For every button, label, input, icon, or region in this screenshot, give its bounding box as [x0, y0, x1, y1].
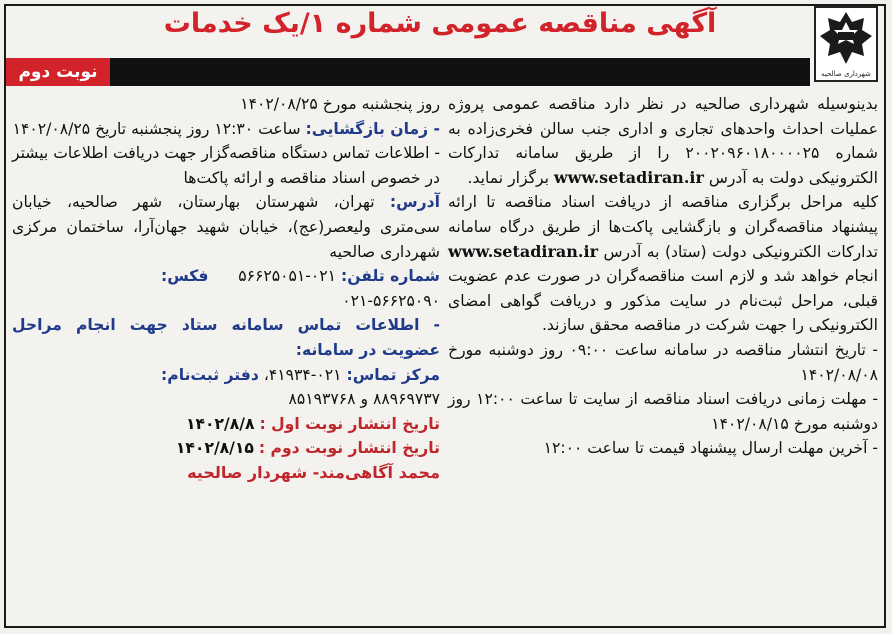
intro-paragraph — [448, 92, 878, 190]
opening-label: - زمان بازگشایی: — [305, 119, 440, 138]
fax-label: فکس: — [160, 267, 209, 286]
fax-number: ۰۲۱-۵۶۶۲۵۰۹۰ — [342, 291, 440, 310]
phone-number: ۰۲۱-۵۶۶۲۵۰۵۱ — [238, 267, 337, 286]
doc-deadline-item: - مهلت زمانی دریافت اسناد مناقصه از سایت تا ساعت ۱۲:۰۰ روز دوشنبه مورخ ۱۴۰۲/۰۸/۱۵ — [448, 390, 878, 433]
call-center-label: مرکز تماس: — [346, 365, 440, 384]
logo — [814, 6, 878, 82]
address-item — [12, 190, 440, 264]
left-column — [12, 92, 440, 486]
phone-label: شماره تلفن: — [341, 267, 440, 286]
phone-fax-line — [12, 264, 440, 289]
publish-date-item: - تاریخ انتشار مناقصه در سامانه ساعت ۰۹:۰۰ روز دوشنبه مورخ ۱۴۰۲/۰۸/۰۸ — [448, 340, 878, 384]
call-center-number: ۰۲۱-۴۱۹۳۴، — [263, 365, 342, 384]
first-pub-line — [12, 412, 440, 437]
bid-deadline-cont: روز پنجشنبه مورخ ۱۴۰۲/۰۸/۲۵ — [240, 95, 440, 113]
opening-item — [12, 117, 440, 142]
second-pub-line — [12, 436, 440, 461]
header-bar — [10, 58, 810, 86]
round-badge: نوبت دوم — [6, 58, 110, 86]
opening-text: ساعت ۱۲:۳۰ روز پنجشنبه تاریخ ۱۴۰۲/۰۸/۲۵ — [12, 119, 301, 138]
logo-caption: شهرداری صالحیه — [821, 70, 871, 78]
first-pub-label: تاریخ انتشار نوبت اول : — [259, 414, 440, 433]
page-title: آگهی مناقصه عمومی شماره ۱/یک خدمات — [163, 8, 717, 39]
signature: محمد آگاهی‌مند- شهردار صالحیه — [187, 462, 440, 482]
process-text-end: انجام خواهد شد و لازم است مناقصه‌گران در صورت عدم عضویت قبلی، مراحل ثبت‌نام در سایت مذکور و دریافت گواهی امضای الکترونیکی را جهت شرکت در مناقصه محقق سازند. — [448, 267, 878, 335]
call-center-line — [12, 363, 440, 388]
address-text: تهران، شهرستان بهارستان، شهر صالحیه، خیابان سی‌متری ولیعصر(عج)، خیابان شهید جهان‌آرا، ساختمان مرکزی شهرداری صالحیه — [12, 193, 440, 261]
registry-label: دفتر ثبت‌نام: — [161, 365, 259, 384]
setad-url-link[interactable]: www.setadiran.ir — [553, 167, 704, 187]
contact-info: - اطلاعات تماس دستگاه مناقصه‌گزار جهت دریافت اطلاعات بیشتر در خصوص اسناد مناقصه و ارائه پاکت‌ها — [11, 144, 440, 187]
process-paragraph — [448, 190, 878, 338]
address-label: آدرس: — [389, 193, 440, 212]
intro-text: بدینوسیله شهرداری صالحیه در نظر دارد مناقصه عمومی پروژه عملیات احداث واحدهای تجاری و اداری جنب سالن فخری‌زاده به شماره ۲۰۰۲۰۹۶۰۱۸۰۰۰۰۲۵ را از طریق سامانه تدارکات الکترونیکی دولت به آدرس — [448, 95, 878, 187]
registry-numbers: ۸۸۹۶۹۷۳۷ و ۸۵۱۹۳۷۶۸ — [288, 390, 440, 409]
setad-url-link-2[interactable]: www.setadiran.ir — [448, 241, 598, 261]
right-column — [448, 92, 878, 461]
second-pub-date: ۱۴۰۲/۸/۱۵ — [175, 439, 254, 458]
municipality-logo-icon — [816, 8, 876, 68]
bid-deadline-item: - آخرین مهلت ارسال پیشنهاد قیمت تا ساعت ۱۲:۰۰ — [543, 439, 878, 458]
process-text: کلیه مراحل برگزاری مناقصه از دریافت اسناد مناقصه تا ارائه پیشنهاد مناقصه‌گران و بازگشایی پاکت‌ها از طریق درگاه سامانه تدارکات الکترونیکی دولت (ستاد) به آدرس — [448, 193, 878, 261]
first-pub-date: ۱۴۰۲/۸/۸ — [185, 414, 255, 433]
setad-heading: - اطلاعات تماس سامانه ستاد جهت انجام مراحل عضویت در سامانه: — [12, 316, 440, 359]
intro-text-end: برگزار نماید. — [467, 168, 549, 187]
second-pub-label: تاریخ انتشار نوبت دوم : — [258, 439, 440, 458]
